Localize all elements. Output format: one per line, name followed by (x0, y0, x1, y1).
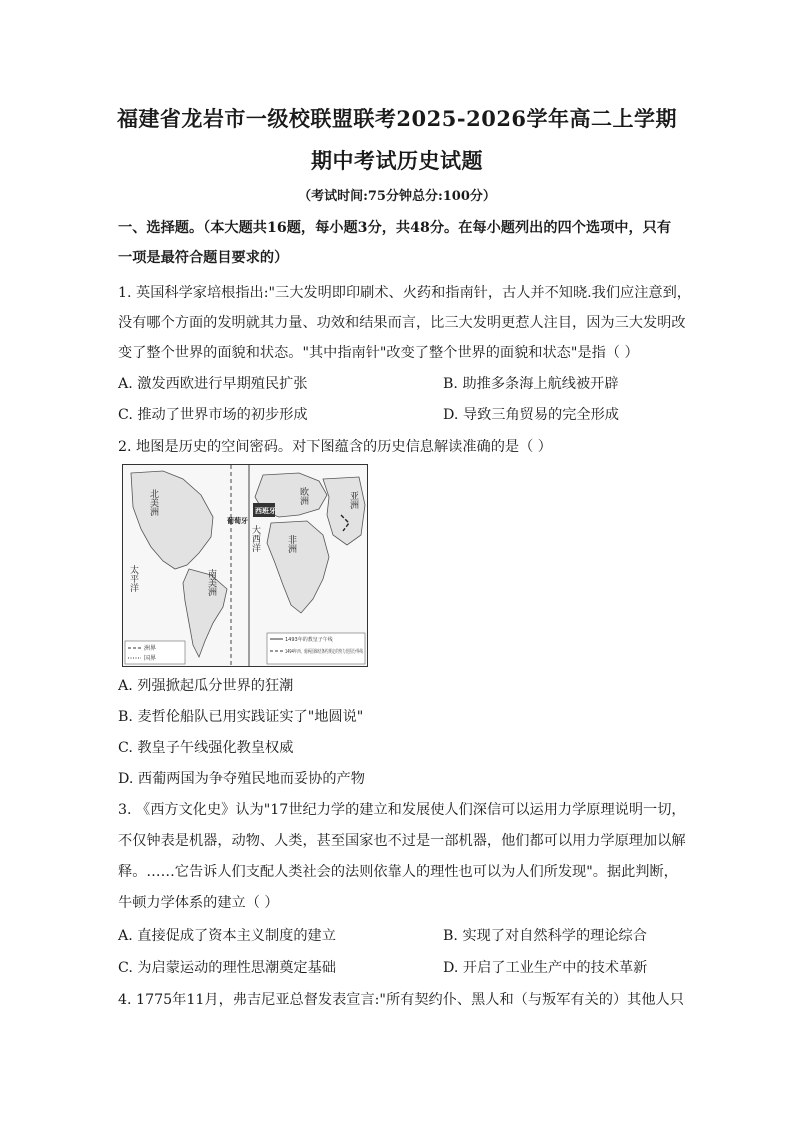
q1-stem-line2: 没有哪个方面的发明就其力量、功效和结果而言，比三大发明更惹人注目，因为三大发明改 (118, 315, 686, 331)
q1-stem-line1: 1. 英国科学家培根指出:"三大发明即印刷术、火药和指南针，古人并不知晓.我们应注意到， (118, 285, 691, 301)
q3-stem-line3: 释。……它告诉人们支配人类社会的法则依靠人的理性也可以为人们所发现"。据此判断， (118, 864, 678, 880)
map-label-north-america: 北美洲 (148, 489, 158, 516)
q3-option-d[interactable]: D. 开启了工业生产中的技术革新 (443, 960, 648, 976)
q2-option-a[interactable]: A. 列强掀起瓜分世界的狂潮 (118, 678, 294, 694)
q3-stem-line1: 3. 《西方文化史》认为"17世纪力学的建立和发展使人们深信可以运用力学原理说明一切， (118, 802, 686, 818)
map-label-asia: 亚洲 (348, 491, 358, 509)
exam-time-info: （考试时间:75分钟总分:100分） (298, 189, 496, 204)
map-label-spain: 西班牙 (255, 507, 276, 515)
q2-stem-line1: 2. 地图是历史的空间密码。对下图蕴含的历史信息解读准确的是（ ） (118, 439, 552, 455)
q1-option-b[interactable]: B. 助推多条海上航线被开辟 (443, 376, 619, 392)
q4-stem-line1: 4. 1775年11月，弗吉尼亚总督发表宣言:"所有契约仆、黑人和（与叛军有关的）其他人只 (118, 992, 684, 1008)
legend-continent-border: 洲界 (144, 645, 157, 652)
section-heading-line2: 一项是最符合题目要求的） (118, 250, 289, 266)
map-label-atlantic: 大西洋 (250, 525, 260, 552)
q3-stem-line4: 牛顿力学体系的建立（ ） (118, 895, 279, 911)
q1-stem-line3: 变了整个世界的面貌和状态。"其中指南针"改变了整个世界的面貌和状态"是指（ ） (118, 345, 639, 361)
q2-option-c[interactable]: C. 教皇子午线强化教皇权威 (118, 740, 294, 756)
q3-option-c[interactable]: C. 为启蒙运动的理性思潮奠定基础 (118, 960, 336, 976)
world-map-figure (122, 464, 398, 667)
q1-option-a[interactable]: A. 激发西欧进行早期殖民扩张 (118, 376, 308, 392)
q3-option-a[interactable]: A. 直接促成了资本主义制度的建立 (118, 928, 336, 944)
map-label-africa: 非洲 (286, 535, 296, 553)
q1-option-d[interactable]: D. 导致三角贸易的完全形成 (443, 407, 619, 423)
map-label-portugal: 葡萄牙 (227, 517, 248, 525)
q1-option-c[interactable]: C. 推动了世界市场的初步形成 (118, 407, 308, 423)
map-label-pacific: 太平洋 (128, 565, 138, 592)
q2-option-d[interactable]: D. 西葡两国为争夺殖民地而妥协的产物 (118, 771, 365, 787)
q3-option-b[interactable]: B. 实现了对自然科学的理论综合 (443, 928, 647, 944)
legend-national-border: 国界 (144, 655, 157, 662)
exam-title-line1: 福建省龙岩市一级校联盟联考2025-2026学年高二上学期 (116, 106, 678, 131)
legend-papal-meridian: 1493年的教皇子午线 (285, 637, 333, 643)
exam-title-line2: 期中考试历史试题 (311, 148, 483, 173)
map-label-south-america: 南美洲 (206, 569, 216, 596)
q3-stem-line2: 不仅钟表是机器，动物、人类，甚至国家也不过是一部机器，他们都可以用力学原理加以解 (118, 833, 686, 849)
section-heading-line1: 一、选择题。（本大题共16题，每小题3分，共48分。在每小题列出的四个选项中，只有 (118, 220, 672, 236)
q2-option-b[interactable]: B. 麦哲伦船队已用实践证实了"地圆说" (118, 709, 364, 725)
map-label-europe: 欧洲 (298, 487, 308, 505)
legend-treaty-line: 1494年西、葡两国缔结条约规定的势力范围分界线 (285, 649, 398, 655)
